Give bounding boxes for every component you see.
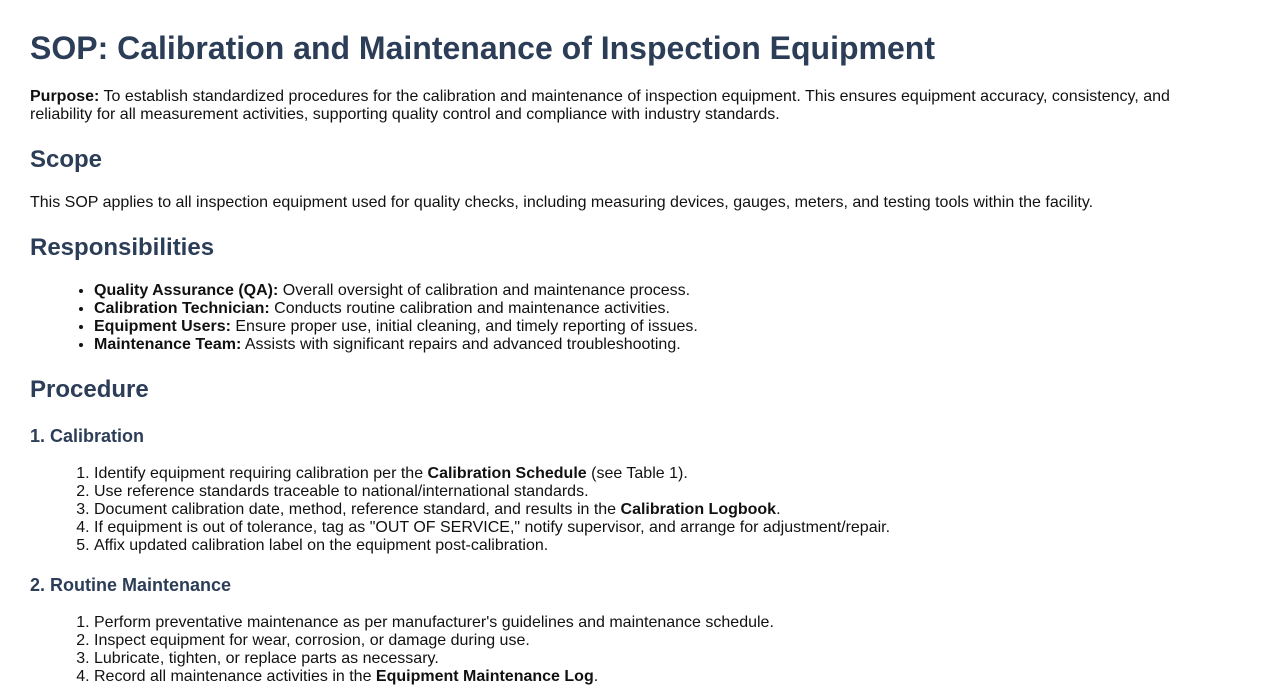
responsibility-item (94, 300, 1233, 318)
responsibility-text: Overall oversight of calibration and maintenance process. (278, 282, 691, 299)
step-text: Identify equipment requiring calibration per the (94, 465, 428, 482)
calibration-step (94, 537, 1233, 555)
procedure-heading: Procedure (30, 376, 149, 403)
responsibility-item (94, 318, 1233, 336)
calibration-steps (30, 465, 1233, 555)
maintenance-step (94, 668, 1233, 686)
responsibility-item (94, 336, 1233, 354)
maintenance-heading: 2. Routine Maintenance (30, 575, 232, 595)
responsibilities-heading: Responsibilities (30, 234, 215, 261)
responsibility-role: Calibration Technician: (94, 300, 270, 317)
step-text: Inspect equipment for wear, corrosion, or damage during use. (94, 632, 530, 649)
calibration-step (94, 465, 1233, 483)
maintenance-step (94, 614, 1233, 632)
maintenance-step (94, 650, 1233, 668)
calibration-step (94, 519, 1233, 537)
responsibility-role: Maintenance Team: (94, 336, 242, 353)
step-bold-text: Calibration Schedule (427, 465, 587, 482)
purpose-label: Purpose: (30, 88, 100, 105)
scope-heading: Scope (30, 146, 103, 173)
responsibility-text: Assists with significant repairs and advanced troubleshooting. (241, 336, 681, 353)
maintenance-steps (30, 614, 1233, 686)
step-text: Use reference standards traceable to national/international standards. (94, 483, 589, 500)
step-text: Affix updated calibration label on the equipment post-calibration. (94, 537, 549, 554)
step-text: If equipment is out of tolerance, tag as "OUT OF SERVICE," notify supervisor, and arrange for adjustment/repair. (94, 519, 891, 536)
step-text: Perform preventative maintenance as per manufacturer's guidelines and maintenance schedule. (94, 614, 774, 631)
step-text-end: . (593, 668, 599, 685)
calibration-step (94, 501, 1233, 519)
responsibility-text: Ensure proper use, initial cleaning, and timely reporting of issues. (230, 318, 698, 335)
step-text: Document calibration date, method, reference standard, and results in the (94, 501, 621, 518)
step-text-end: . (776, 501, 781, 518)
responsibility-text: Conducts routine calibration and maintenance activities. (269, 300, 670, 317)
responsibility-role: Quality Assurance (QA): (94, 282, 279, 299)
page-title: SOP: Calibration and Maintenance of Inspection Equipment (30, 30, 935, 66)
calibration-step (94, 483, 1233, 501)
step-text-end: (see Table 1). (586, 465, 688, 482)
maintenance-step (94, 632, 1233, 650)
purpose-text: To establish standardized procedures for the calibration and maintenance of inspection equipment. This ensures equipment accuracy, consistency, and reliability for all measurement activities, supporting quality control and compliance with industry standards. (30, 88, 1170, 123)
calibration-heading: 1. Calibration (30, 426, 145, 446)
responsibilities-list (30, 282, 1233, 354)
scope-text: This SOP applies to all inspection equipment used for quality checks, including measuring devices, gauges, meters, and testing tools within the facility. (30, 194, 1094, 211)
step-text: Record all maintenance activities in the (94, 668, 376, 685)
responsibility-item (94, 282, 1233, 300)
responsibility-role: Equipment Users: (94, 318, 231, 335)
purpose-paragraph (30, 88, 1233, 124)
step-bold-text: Equipment Maintenance Log (375, 668, 594, 685)
step-text: Lubricate, tighten, or replace parts as necessary. (94, 650, 439, 667)
step-bold-text: Calibration Logbook (620, 501, 777, 518)
